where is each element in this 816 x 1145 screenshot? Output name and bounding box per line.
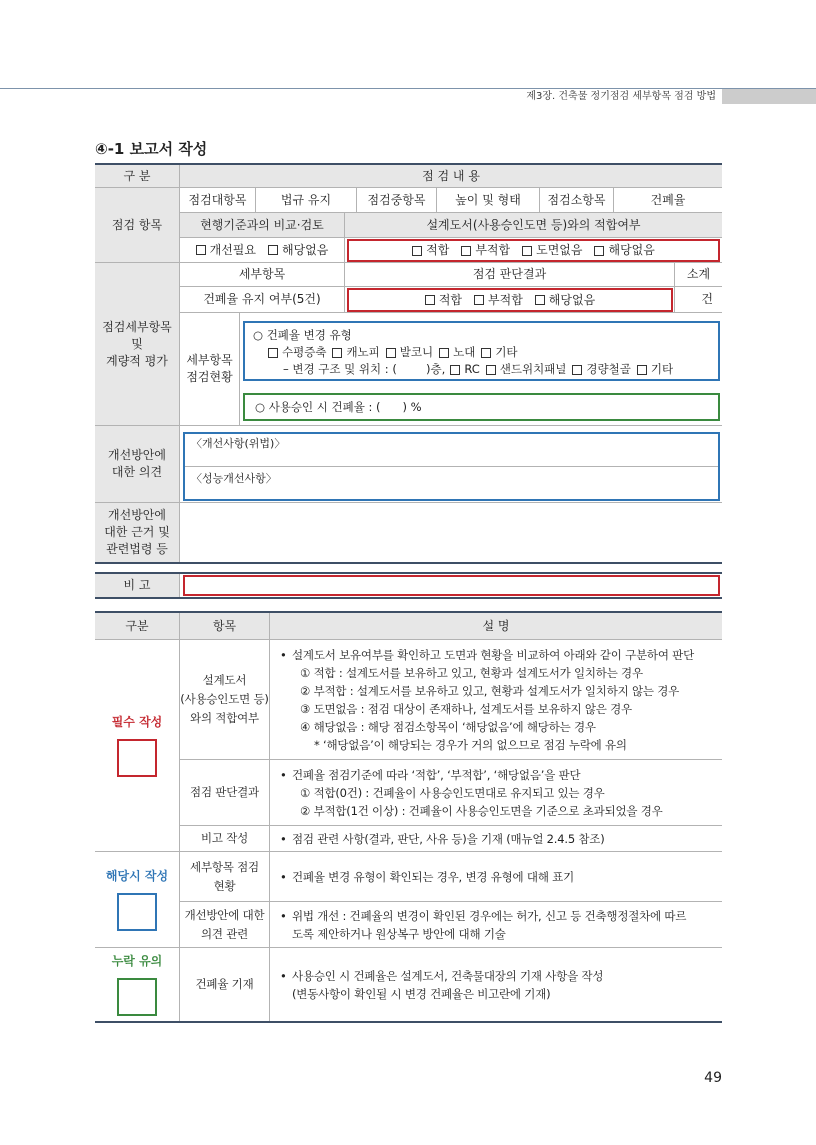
checkbox[interactable] bbox=[594, 246, 604, 256]
conformity-highlight-box bbox=[347, 239, 720, 262]
checkbox[interactable] bbox=[637, 365, 647, 375]
guide-description bbox=[270, 640, 722, 760]
checkbox-label: 적합 bbox=[426, 243, 450, 257]
item-line: 세부항목 점검 bbox=[190, 859, 259, 874]
checkbox-label: 적합 bbox=[438, 292, 463, 307]
detail-item-name: 건폐율 유지 여부(5건) bbox=[180, 287, 345, 313]
checkbox-label: 노대 bbox=[453, 345, 476, 359]
improvement-basis-field[interactable] bbox=[180, 503, 722, 562]
change-location-line bbox=[245, 361, 718, 378]
checkbox-option[interactable] bbox=[535, 292, 595, 309]
header-tab bbox=[722, 89, 816, 104]
improvement-basis-label bbox=[95, 503, 180, 562]
section-title: ④-1 보고서 작성 bbox=[95, 140, 208, 158]
checkbox[interactable] bbox=[450, 365, 460, 375]
checkbox[interactable] bbox=[522, 246, 532, 256]
description-subitem: ① 적합 : 설계도서를 보유하고 있고, 현황과 설계도서가 일치하는 경우 bbox=[300, 665, 643, 680]
guide-item bbox=[180, 640, 270, 760]
conditional-label: 해당시 작성 bbox=[105, 869, 169, 883]
group-required bbox=[95, 640, 180, 852]
guide-item bbox=[180, 826, 270, 852]
conformity-label: 설계도서(사용승인도면 등)와의 적합여부 bbox=[345, 213, 722, 238]
result-option-group bbox=[419, 292, 601, 309]
status-content bbox=[240, 313, 722, 426]
checkbox-label: RC bbox=[464, 362, 480, 376]
checkbox[interactable] bbox=[196, 245, 206, 255]
checkbox-option[interactable] bbox=[439, 344, 475, 361]
required-label: 필수 작성 bbox=[111, 715, 163, 729]
checkbox-label: 기타 bbox=[495, 345, 518, 359]
improvement-opinion-content bbox=[180, 426, 722, 503]
checkbox-option[interactable] bbox=[481, 344, 517, 361]
checkbox-label: 부적합 bbox=[488, 292, 523, 307]
item-line: (사용승인도면 등) bbox=[180, 692, 269, 706]
omission-label: 누락 유의 bbox=[111, 954, 163, 968]
detail-evaluation-label bbox=[95, 263, 180, 426]
description-bullet: • 건폐율 변경 유형이 확인되는 경우, 변경 유형에 대해 표기 bbox=[280, 868, 574, 886]
chapter-title: 제3장. 건축물 정기점검 세부항목 점검 방법 bbox=[526, 91, 716, 102]
checkbox-label: 해당없음 bbox=[608, 243, 655, 257]
guide-description bbox=[270, 902, 722, 948]
minor-item-label: 점검소항목 bbox=[540, 188, 614, 213]
omission-marker-box bbox=[117, 978, 157, 1016]
guide-description bbox=[270, 826, 722, 852]
middle-item-label: 점검중항목 bbox=[357, 188, 437, 213]
checkbox-option[interactable] bbox=[637, 361, 673, 378]
subtotal-unit: 건 bbox=[675, 287, 722, 313]
label-line: 점검현황 bbox=[186, 370, 233, 384]
checkbox-label: 수평증축 bbox=[282, 345, 327, 359]
performance-section[interactable] bbox=[185, 467, 718, 499]
conformity-options-cell bbox=[345, 238, 722, 263]
checkbox-option[interactable] bbox=[572, 361, 630, 378]
compare-option-group bbox=[190, 242, 335, 259]
label-line: 점검세부항목 bbox=[102, 319, 172, 334]
checkbox-option[interactable] bbox=[332, 344, 379, 361]
status-label bbox=[180, 313, 240, 426]
col-detail-item: 세부항목 bbox=[180, 263, 345, 287]
label-line: 대한 의견 bbox=[111, 465, 163, 479]
checkbox-option[interactable] bbox=[268, 344, 326, 361]
description-subitem: ④ 해당없음 : 해당 점검소항목이 ‘해당없음’에 해당하는 경우 bbox=[300, 719, 596, 734]
description-subitem: ② 부적합 : 설계도서를 보유하고 있고, 현황과 설계도서가 일치하지 않는 경우 bbox=[300, 683, 680, 698]
checkbox[interactable] bbox=[268, 348, 278, 358]
checkbox-label: 도면없음 bbox=[536, 243, 583, 257]
checkbox-option[interactable] bbox=[450, 361, 479, 378]
item-line: 점검 판단결과 bbox=[190, 785, 259, 799]
page-number: 49 bbox=[704, 1070, 722, 1086]
checkbox[interactable] bbox=[425, 295, 435, 305]
item-line: 설계도서 bbox=[202, 673, 247, 687]
label-line: 대한 근거 및 bbox=[104, 525, 170, 539]
compare-options bbox=[180, 238, 345, 263]
description-continuation: (변동사항이 확인될 시 변경 건폐율은 비고란에 기재) bbox=[292, 986, 551, 1001]
guide-description bbox=[270, 948, 722, 1021]
checkbox-label: 샌드위치패널 bbox=[499, 362, 567, 376]
checkbox-label: 해당없음 bbox=[282, 242, 329, 257]
checkbox[interactable] bbox=[412, 246, 422, 256]
checkbox-option[interactable] bbox=[461, 242, 510, 259]
checkbox-label: 부적합 bbox=[475, 243, 511, 257]
checkbox[interactable] bbox=[461, 246, 471, 256]
conditional-marker-box bbox=[117, 893, 157, 931]
checkbox-label: 발코니 bbox=[399, 345, 434, 359]
group-omission bbox=[95, 948, 180, 1021]
guide-bottom-rule bbox=[95, 1021, 722, 1023]
item-line: 건폐율 기재 bbox=[195, 977, 254, 991]
description-subitem: ① 적합(0건) : 건폐율이 사용승인도면대로 유지되고 있는 경우 bbox=[300, 785, 605, 800]
header-rule bbox=[0, 88, 816, 89]
head-category: 구 분 bbox=[95, 165, 180, 188]
description-bullet: • 설계도서 보유여부를 확인하고 도면과 현황을 비교하여 아래와 같이 구분하여 판단 bbox=[280, 646, 694, 664]
inspection-item-label: 점검 항목 bbox=[95, 188, 180, 263]
major-item-label: 점검대항목 bbox=[180, 188, 256, 213]
remarks-bottom-rule bbox=[95, 597, 722, 599]
checkbox-option[interactable] bbox=[594, 242, 654, 259]
compare-label: 현행기준과의 비교·검토 bbox=[180, 213, 345, 238]
checkbox-option[interactable] bbox=[522, 242, 582, 259]
major-item-value: 법규 유지 bbox=[256, 188, 357, 213]
description-bullet: • 사용승인 시 건폐율은 설계도서, 건축물대장의 기재 사항을 작성 bbox=[280, 967, 603, 985]
checkbox-option[interactable] bbox=[474, 292, 523, 309]
approval-ratio-box bbox=[243, 393, 720, 421]
item-line: 와의 적합여부 bbox=[190, 711, 259, 725]
description-bullet: • 건폐율 점검기준에 따라 ‘적합’, ‘부적합’, ‘해당없음’을 판단 bbox=[280, 766, 580, 784]
guide-description bbox=[270, 852, 722, 902]
description-bullet: • 점검 관련 사항(결과, 판단, 사유 등)을 기재 (매뉴얼 2.4.5 참조) bbox=[280, 830, 605, 848]
conformity-option-group bbox=[406, 242, 661, 259]
item-line: 의견 관련 bbox=[200, 926, 249, 941]
label-line: 개선방안에 bbox=[108, 508, 166, 522]
col-result: 점검 판단결과 bbox=[345, 263, 675, 287]
checkbox-option[interactable] bbox=[386, 344, 433, 361]
performance-heading: 〈성능개선사항〉 bbox=[191, 472, 277, 485]
head-content: 점 검 내 용 bbox=[180, 165, 722, 188]
checkbox-option[interactable] bbox=[412, 242, 449, 259]
change-type-title: ○ 건폐율 변경 유형 bbox=[253, 328, 352, 342]
checkbox-label: 개선필요 bbox=[209, 242, 256, 257]
guide-item bbox=[180, 948, 270, 1021]
col-subtotal: 소계 bbox=[675, 263, 722, 287]
guide-head-description: 설 명 bbox=[270, 613, 722, 640]
change-type-options bbox=[245, 344, 718, 361]
description-bullet: • 위법 개선 : 건폐율의 변경이 확인된 경우에는 허가, 신고 등 건축행정절차에 따르 bbox=[280, 907, 686, 925]
description-continuation: 도록 제안하거나 원상복구 방안에 대해 기술 bbox=[292, 926, 506, 941]
group-conditional bbox=[95, 852, 180, 948]
label-line: 및 bbox=[131, 336, 143, 351]
label-line: 개선방안에 bbox=[108, 448, 166, 462]
checkbox[interactable] bbox=[572, 365, 582, 375]
remarks-label: 비 고 bbox=[95, 574, 180, 597]
change-type-box bbox=[243, 321, 720, 381]
table-bottom-rule bbox=[95, 562, 722, 564]
checkbox-label: 경량철골 bbox=[586, 362, 631, 376]
checkbox[interactable] bbox=[481, 348, 491, 358]
checkbox[interactable] bbox=[386, 348, 396, 358]
guide-description bbox=[270, 760, 722, 826]
description-subitem: ③ 도면없음 : 점검 대상이 존재하나, 설계도서를 보유하지 않은 경우 bbox=[300, 701, 632, 716]
checkbox-option[interactable] bbox=[486, 361, 567, 378]
approval-ratio-text: ○ 사용승인 시 건폐율 : ( ) % bbox=[255, 399, 422, 414]
guide-item bbox=[180, 852, 270, 902]
required-marker-box bbox=[117, 739, 157, 777]
middle-item-value: 높이 및 형태 bbox=[437, 188, 540, 213]
checkbox-option[interactable] bbox=[196, 242, 256, 259]
checkbox[interactable] bbox=[439, 348, 449, 358]
remarks-field[interactable] bbox=[183, 575, 720, 596]
minor-item-value: 건폐율 bbox=[614, 188, 722, 213]
label-line: 계량적 평가 bbox=[106, 353, 168, 368]
guide-item bbox=[180, 760, 270, 826]
checkbox-option[interactable] bbox=[425, 292, 462, 309]
item-line: 비고 작성 bbox=[200, 831, 249, 845]
checkbox-option[interactable] bbox=[268, 242, 328, 259]
change-location-prefix: – 변경 구조 및 위치 : ( )층, bbox=[283, 362, 446, 376]
description-subitem: ② 부적합(1건 이상) : 건폐율이 사용승인도면을 기준으로 초과되었을 경우 bbox=[300, 803, 663, 818]
description-note: * ‘해당없음’이 해당되는 경우가 거의 없으므로 점검 누락에 유의 bbox=[314, 737, 627, 752]
checkbox[interactable] bbox=[535, 295, 545, 305]
remarks-cell bbox=[180, 574, 722, 597]
violation-heading: 〈개선사항(위법)〉 bbox=[191, 437, 286, 450]
result-options-cell bbox=[345, 287, 675, 313]
result-highlight-box bbox=[347, 288, 673, 312]
item-line: 현황 bbox=[213, 878, 236, 893]
checkbox[interactable] bbox=[486, 365, 496, 375]
guide-head-item: 항목 bbox=[180, 613, 270, 640]
guide-head-category: 구분 bbox=[95, 613, 180, 640]
checkbox[interactable] bbox=[268, 245, 278, 255]
checkbox[interactable] bbox=[332, 348, 342, 358]
structure-options bbox=[447, 361, 676, 378]
violation-section[interactable] bbox=[185, 434, 718, 467]
guide-item bbox=[180, 902, 270, 948]
item-line: 개선방안에 대한 bbox=[184, 907, 265, 922]
label-line: 세부항목 bbox=[186, 353, 233, 367]
checkbox-label: 캐노피 bbox=[346, 345, 380, 359]
checkbox-label: 기타 bbox=[650, 362, 674, 376]
improvement-opinion-label bbox=[95, 426, 180, 503]
checkbox-label: 해당없음 bbox=[548, 292, 596, 307]
label-line: 관련법령 등 bbox=[106, 542, 168, 556]
improvement-opinion-box bbox=[183, 432, 720, 501]
checkbox[interactable] bbox=[474, 295, 484, 305]
